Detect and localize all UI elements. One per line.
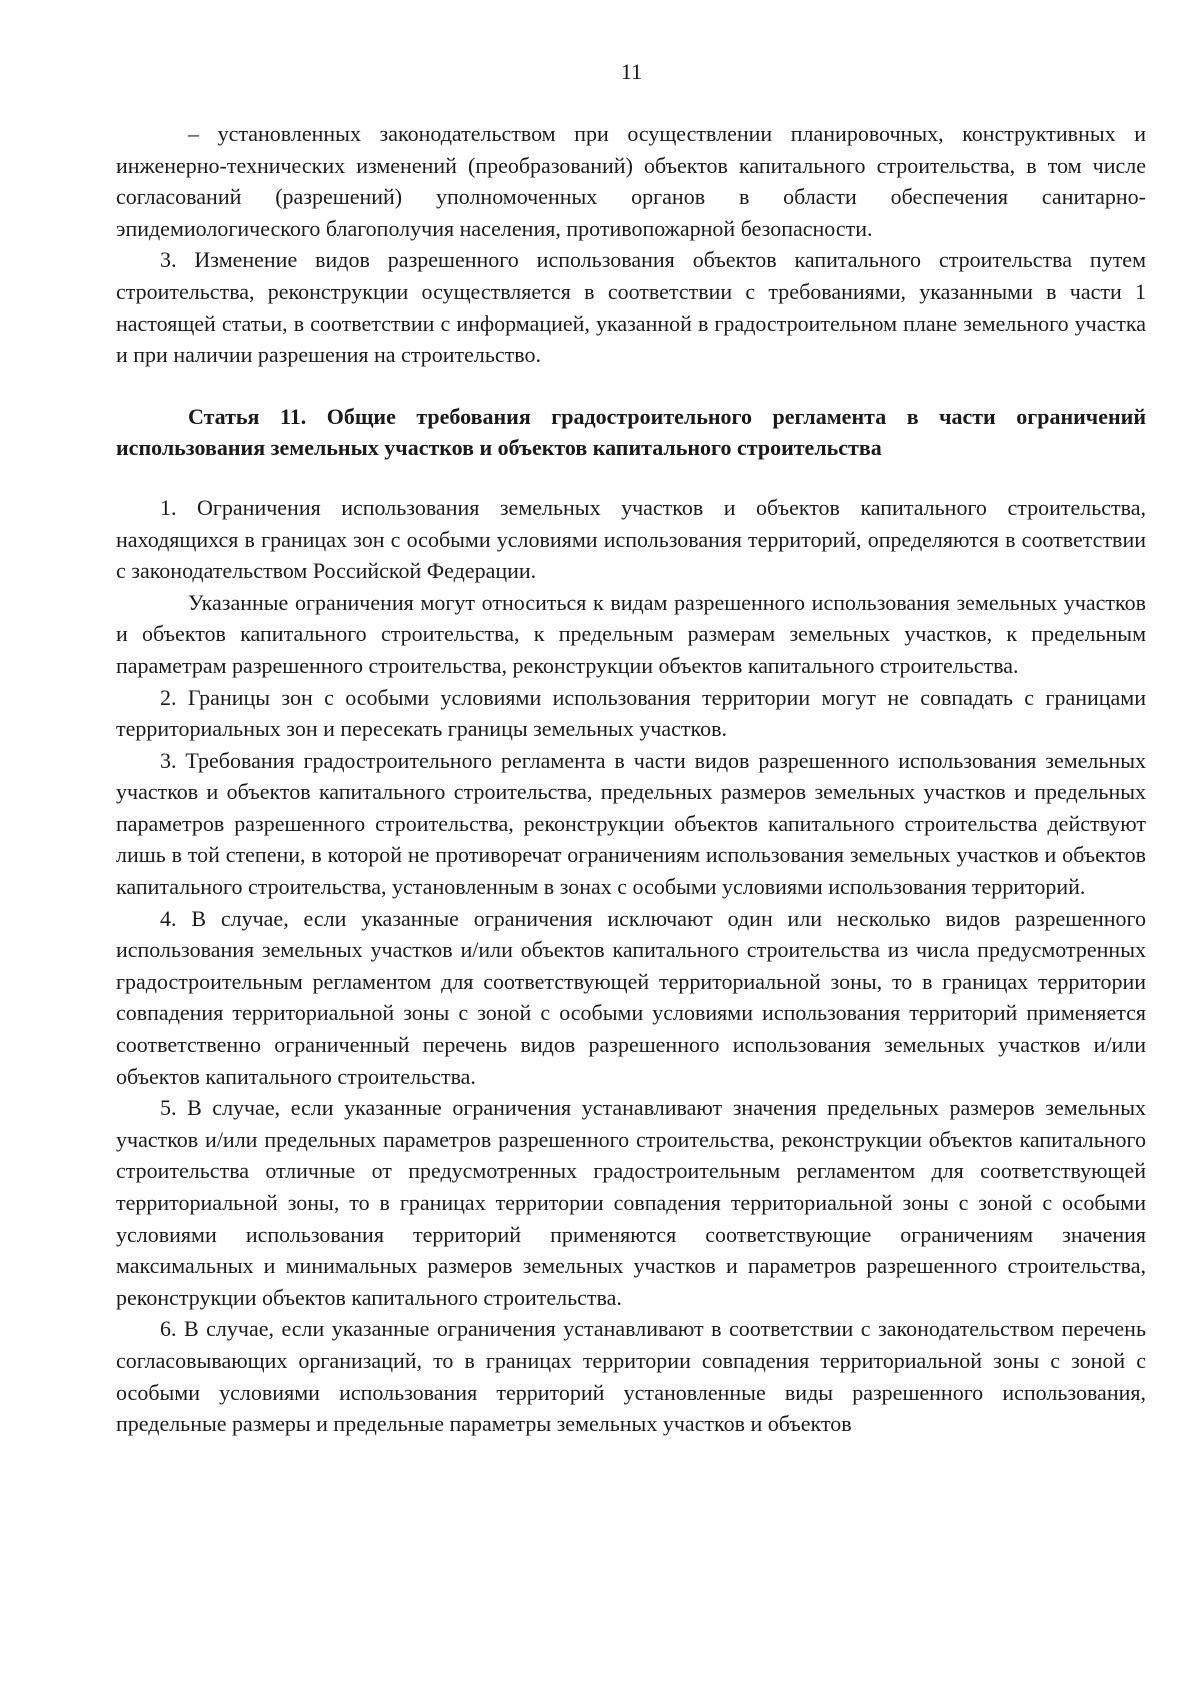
paragraph-clause-2: 2. Границы зон с особыми условиями использования территории могут не совпадать с границами территориальных зон и пересекать границы земельных участков. (116, 684, 1146, 742)
paragraph-clause-3: 3. Изменение видов разрешенного использования объектов капитального строительства путем строительства, реконструкции осуществляется в соответствии с требованиями, указанными в части 1 настоящей статьи, в соответствии с информацией, указанной в градостроительном плане земельного участка и при наличии разрешения на строительство. (116, 247, 1146, 368)
paragraph-clause-1-continued: Указанные ограничения могут относиться к видам разрешенного использования земельных участков и объектов капитального строительства, к предельным размерам земельных участков, к предельным параметрам разрешенного строительства, реконструкции объектов капитального строительства. (116, 589, 1146, 678)
paragraph-clause-1: 1. Ограничения использования земельных участков и объектов капитального строительства, находящихся в границах зон с особыми условиями использования территорий, определяются в соответствии с законодательством Российской Федерации. (116, 494, 1146, 584)
paragraph-clause-5: 5. В случае, если указанные ограничения устанавливают значения предельных размеров земельных участков и/или предельных параметров разрешенного строительства, реконструкции объектов капитального строительства отличные от предусмотренных градостроительным регламентом для соответствующей территориальной зоны, то в границах территории совпадения территориальной зоны с зоной с особыми условиями использования территорий применяются соответствующие ограничениям значения максимальных и минимальных размеров земельных участков и параметров разрешенного строительства, реконструкции объектов капитального строительства. (116, 1095, 1146, 1310)
paragraph-clause-3: 3. Требования градостроительного регламента в части видов разрешенного использования земельных участков и объектов капитального строительства, предельных размеров земельных участков и предельных параметров разрешенного строительства, реконструкции объектов капитального строительства действуют лишь в той степени, в которой не противоречат ограничениям использования земельных участков и объектов капитального строительства, установленным в зонах с особыми условиями использования территорий. (116, 747, 1146, 900)
paragraph-clause-4: 4. В случае, если указанные ограничения исключают один или несколько видов разрешенного использования земельных участков и/или объектов капитального строительства из числа предусмотренных градостроительным регламентом для соответствующей территориальной зоны, то в границах территории совпадения территориальной зоны с зоной с особыми условиями использования территорий применяется соответственно ограниченный перечень видов разрешенного использования земельных участков и/или объектов капитального строительства. (116, 905, 1146, 1089)
paragraph-clause-6: 6. В случае, если указанные ограничения устанавливают в соответствии с законодательством перечень согласовывающих организаций, то в границах территории совпадения территориальной зоны с зоной с особыми условиями использования территорий установленные виды разрешенного использования, предельные размеры и предельные параметры земельных участков и объектов (116, 1316, 1146, 1437)
article-heading: Статья 11. Общие требования градостроительного регламента в части ограничений использования земельных участков и объектов капитального строительства (116, 403, 1146, 461)
paragraph-list-item-dash: – установленных законодательством при осуществлении планировочных, конструктивных и инженерно-технических изменений (преобразований) объектов капитального строительства, в том числе согласований (разрешений) уполномоченных органов в области обеспечения санитарно-эпидемиологического благополучия населения, противопожарной безопасности. (116, 121, 1146, 241)
page-number: 11 (620, 59, 643, 84)
document-body (116, 118, 1146, 1440)
